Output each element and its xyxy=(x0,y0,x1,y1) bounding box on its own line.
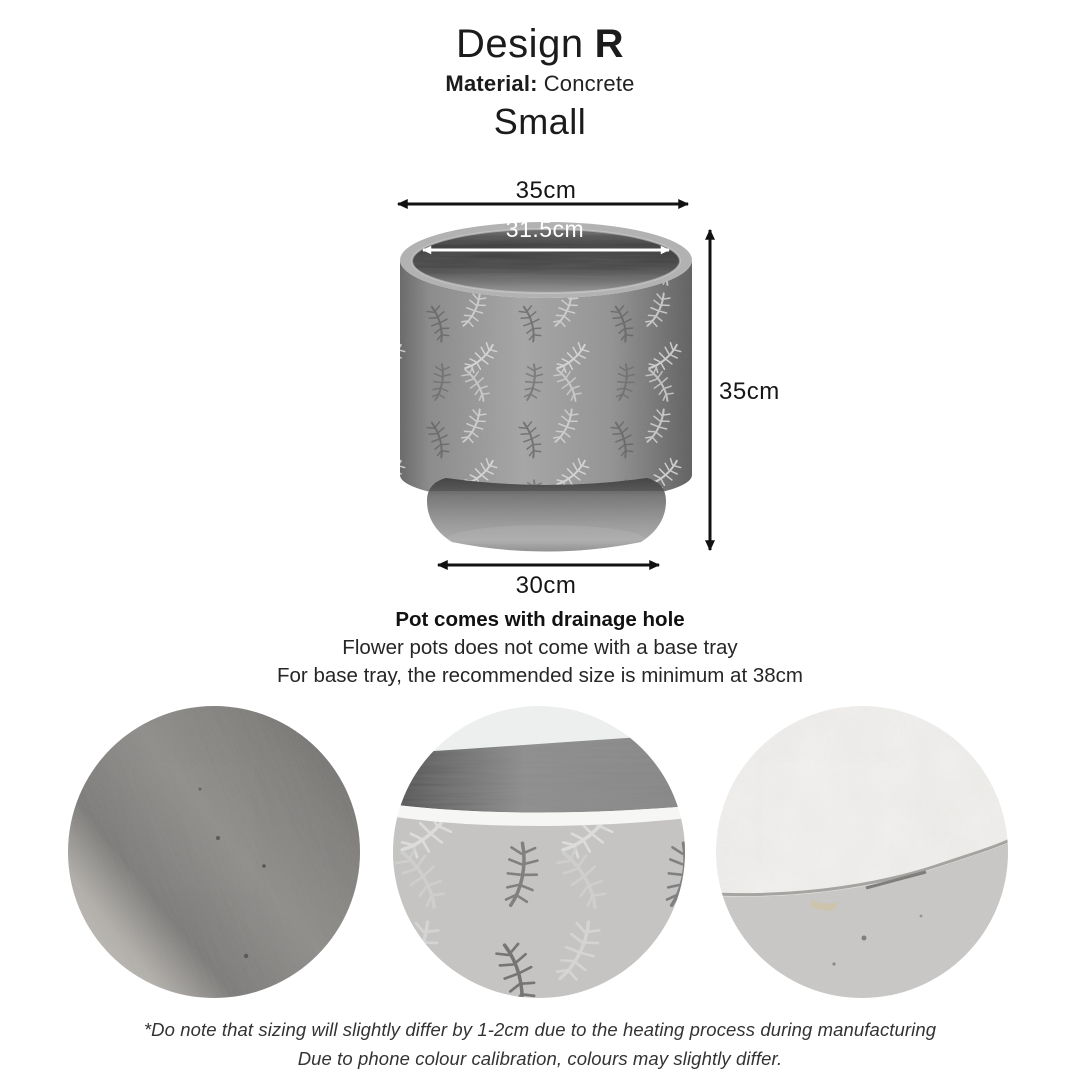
material-value: Concrete xyxy=(543,71,635,96)
size-label: Small xyxy=(493,101,587,142)
design-variant-letter: R xyxy=(594,22,624,66)
note-drainage: Pot comes with drainage hole xyxy=(395,608,685,631)
inner-diameter-label: 31.5cm xyxy=(505,216,585,242)
page-title xyxy=(0,22,1080,67)
disclaimer-colour: Due to phone colour calibration, colours may slightly differ. xyxy=(297,1048,783,1069)
base-width-label: 30cm xyxy=(515,572,577,599)
pot-illustration xyxy=(395,220,697,565)
photo-carved-pattern-closeup xyxy=(393,706,685,998)
photo-texture-closeup xyxy=(68,706,360,998)
product-notes xyxy=(0,606,1080,690)
pot-dimension-diagram xyxy=(0,170,1080,605)
note-tray-size: For base tray, the recommended size is minimum at 38cm xyxy=(277,664,803,687)
outer-width-label: 35cm xyxy=(515,177,577,204)
pot-diagram-svg xyxy=(0,170,1080,605)
height-label: 35cm xyxy=(719,378,780,405)
title-text: Design xyxy=(456,22,584,66)
material-label: Material: xyxy=(445,71,538,96)
disclaimer-sizing: *Do note that sizing will slightly differ by 1-2cm due to the heating process during manufacturing xyxy=(143,1019,937,1040)
note-tray: Flower pots does not come with a base tray xyxy=(342,636,738,659)
material-line xyxy=(0,71,1080,97)
photo-rim-edge-closeup xyxy=(716,706,1008,998)
disclaimer xyxy=(0,1015,1080,1073)
